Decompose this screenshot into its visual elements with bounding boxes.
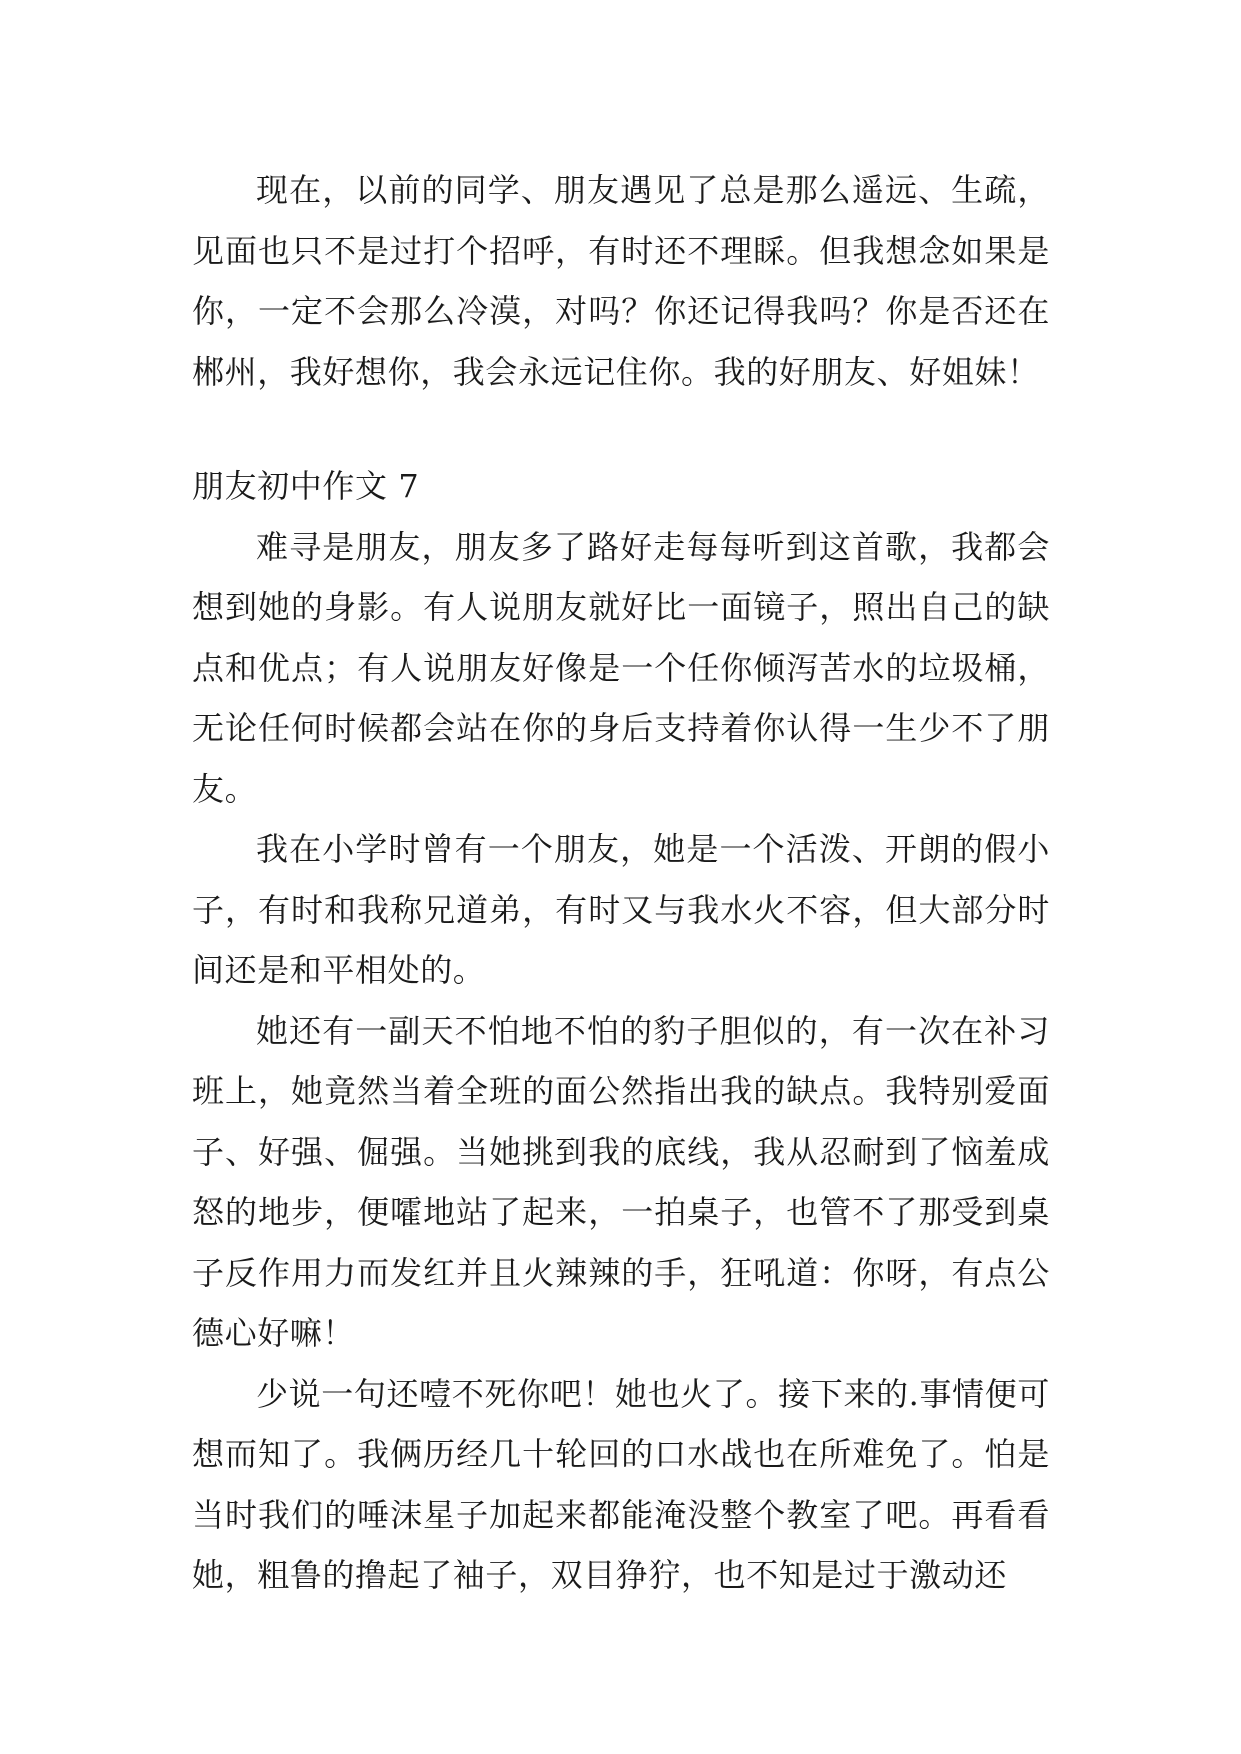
paragraph-3: 我在小学时曾有一个朋友，她是一个活泼、开朗的假小子，有时和我称兄道弟，有时又与我水火不容，但大部分时间还是和平相处的。 xyxy=(192,830,1050,989)
paragraph-4: 她还有一副天不怕地不怕的豹子胆似的，有一次在补习班上，她竟然当着全班的面公然指出我的缺点。我特别爱面子、好强、倔强。当她挑到我的底线，我从忍耐到了恼羞成怒的地步，便嚯地站了起来，一拍桌子，也管不了那受到桌子反作用力而发红并且火辣辣的手，狂吼道：你呀，有点公德心好嘛！ xyxy=(192,1011,1050,1352)
paragraph-1: 现在，以前的同学、朋友遇见了总是那么遥远、生疏，见面也只不是过打个招呼，有时还不理睬。但我想念如果是你，一定不会那么冷漠，对吗？你还记得我吗？你是否还在郴州，我好想你，我会永远记住你。我的好朋友、好姐妹！ xyxy=(192,171,1050,391)
section-title: 朋友初中作文 7 xyxy=(192,467,420,505)
document-body xyxy=(192,160,1050,1606)
paragraph-2: 难寻是朋友，朋友多了路好走每每听到这首歌，我都会想到她的身影。有人说朋友就好比一面镜子，照出自己的缺点和优点；有人说朋友好像是一个任你倾泻苦水的垃圾桶，无论任何时候都会站在你的身后支持着你认得一生少不了朋友。 xyxy=(192,527,1050,808)
paragraph-5: 少说一句还噎不死你吧！她也火了。接下来的.事情便可想而知了。我俩历经几十轮回的口水战也在所难免了。怕是当时我们的唾沫星子加起来都能淹没整个教室了吧。再看看她，粗鲁的撸起了袖子，双目狰狞，也不知是过于激动还 xyxy=(192,1374,1050,1594)
